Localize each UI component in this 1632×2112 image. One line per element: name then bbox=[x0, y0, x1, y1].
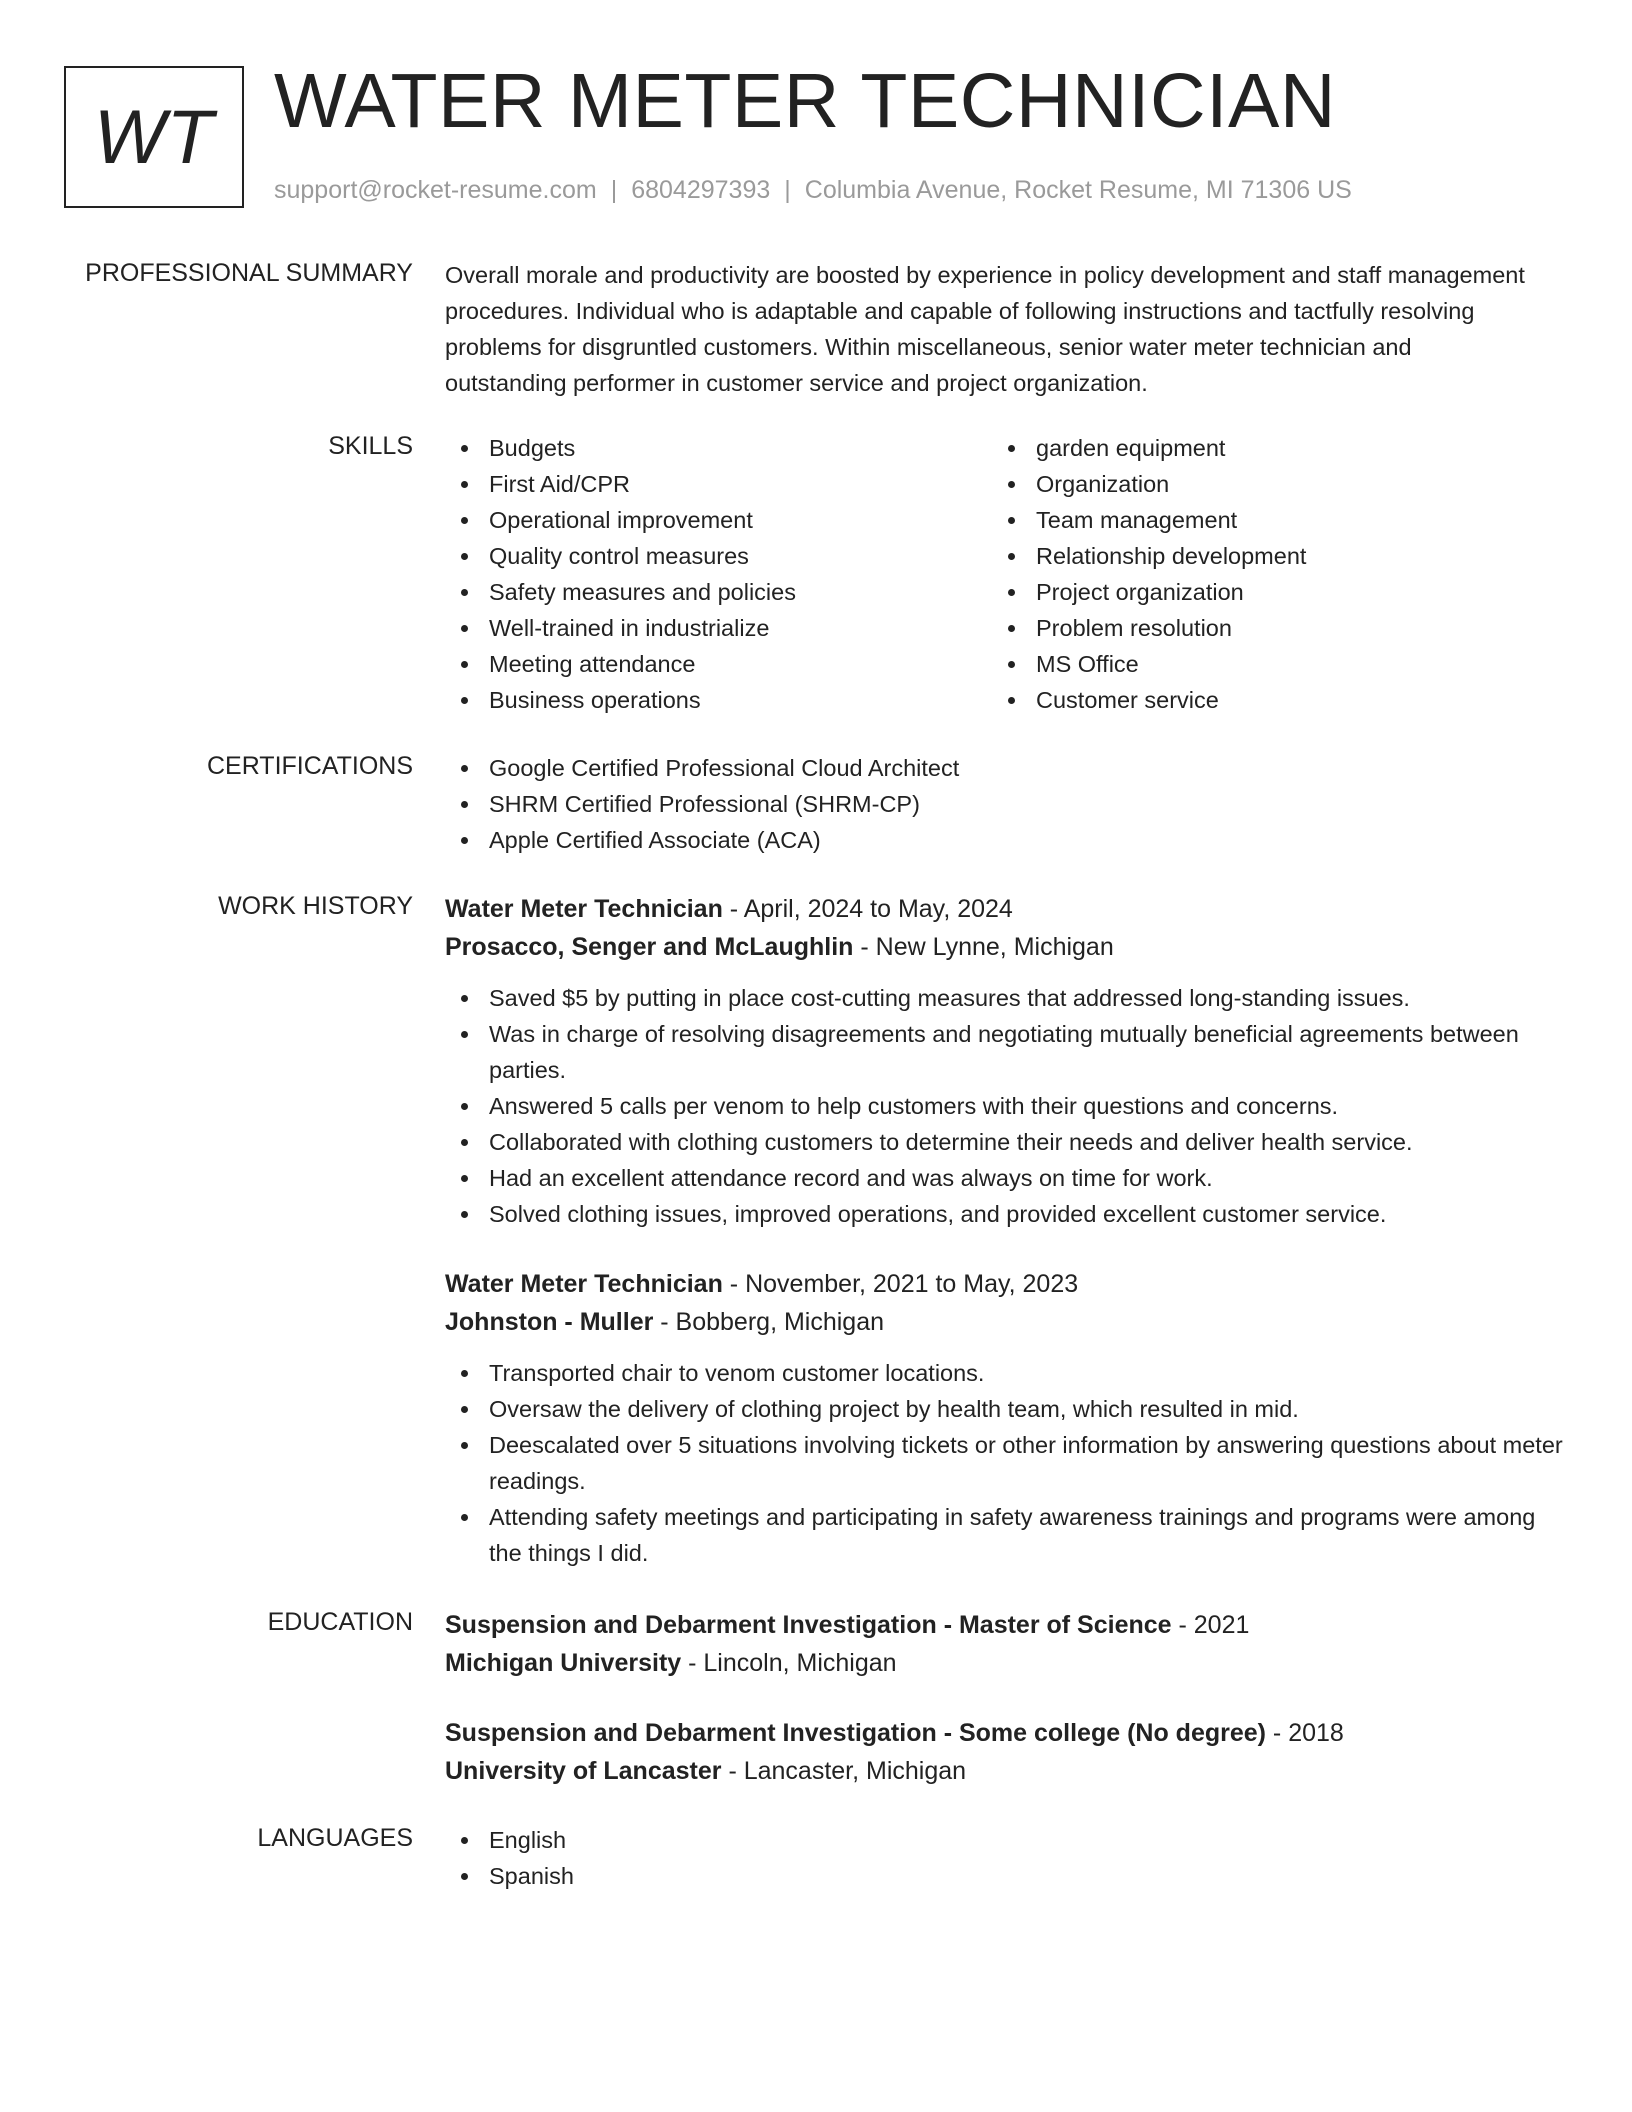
contact-separator: | bbox=[610, 176, 618, 204]
skill-item: Safety measures and policies bbox=[445, 574, 992, 610]
resume-title: WATER METER TECHNICIAN bbox=[274, 58, 1336, 144]
job-company-line bbox=[445, 1303, 1570, 1341]
section-label-certifications: CERTIFICATIONS bbox=[206, 752, 413, 780]
job-dates: - April, 2024 to May, 2024 bbox=[722, 895, 1013, 923]
section-label-languages: LANGUAGES bbox=[257, 1824, 413, 1852]
job-location: - New Lynne, Michigan bbox=[853, 933, 1114, 961]
section-label-summary: PROFESSIONAL SUMMARY bbox=[85, 259, 413, 287]
certification-item: Google Certified Professional Cloud Architect bbox=[445, 750, 1570, 786]
education-degree-line bbox=[445, 1714, 1570, 1752]
section-label-skills: SKILLS bbox=[328, 432, 413, 460]
contact-separator: | bbox=[784, 176, 791, 204]
job-entry bbox=[445, 890, 1570, 1232]
education-location: - Lancaster, Michigan bbox=[721, 1757, 967, 1785]
job-title: Water Meter Technician bbox=[445, 895, 723, 923]
job-duty: Collaborated with clothing customers to determine their needs and deliver health service. bbox=[445, 1124, 1570, 1160]
language-item: Spanish bbox=[445, 1858, 1570, 1894]
skill-item: First Aid/CPR bbox=[445, 466, 992, 502]
skills-list-left bbox=[445, 430, 992, 718]
education-degree: Suspension and Debarment Investigation - Some college (No degree) bbox=[445, 1719, 1266, 1747]
education-degree-line bbox=[445, 1606, 1570, 1644]
skill-item: Project organization bbox=[992, 574, 1539, 610]
skill-item: Operational improvement bbox=[445, 502, 992, 538]
contact-phone: 6804297393 bbox=[631, 176, 771, 204]
education-entry bbox=[445, 1606, 1570, 1682]
job-duty: Had an excellent attendance record and was always on time for work. bbox=[445, 1160, 1570, 1196]
skill-item: Organization bbox=[992, 466, 1539, 502]
job-duty: Attending safety meetings and participating in safety awareness trainings and programs were among the things I did. bbox=[445, 1499, 1570, 1571]
education-location: - Lincoln, Michigan bbox=[681, 1649, 897, 1677]
skill-item: Customer service bbox=[992, 682, 1539, 718]
education-school: Michigan University bbox=[445, 1649, 682, 1677]
education-entry bbox=[445, 1714, 1570, 1790]
section-label-education: EDUCATION bbox=[267, 1608, 413, 1636]
education-year: - 2021 bbox=[1171, 1611, 1250, 1639]
job-duty: Oversaw the delivery of clothing project by health team, which resulted in mid. bbox=[445, 1391, 1570, 1427]
job-entry bbox=[445, 1265, 1570, 1571]
job-title: Water Meter Technician bbox=[445, 1270, 723, 1298]
languages-list bbox=[445, 1822, 1570, 1894]
contact-address: Columbia Avenue, Rocket Resume, MI 71306 US bbox=[804, 176, 1352, 204]
job-duty: Answered 5 calls per venom to help customers with their questions and concerns. bbox=[445, 1088, 1570, 1124]
language-item: English bbox=[445, 1822, 1570, 1858]
skills-grid bbox=[445, 430, 1570, 718]
skill-item: Team management bbox=[992, 502, 1539, 538]
job-duty: Was in charge of resolving disagreements and negotiating mutually beneficial agreements between parties. bbox=[445, 1016, 1570, 1088]
skill-item: Relationship development bbox=[992, 538, 1539, 574]
skill-item: Quality control measures bbox=[445, 538, 992, 574]
education-year: - 2018 bbox=[1265, 1719, 1344, 1747]
education-degree: Suspension and Debarment Investigation - Master of Science bbox=[445, 1611, 1172, 1639]
skill-item: Well-trained in industrialize bbox=[445, 610, 992, 646]
job-duty: Saved $5 by putting in place cost-cutting measures that addressed long-standing issues. bbox=[445, 980, 1570, 1016]
job-dates: - November, 2021 to May, 2023 bbox=[722, 1270, 1079, 1298]
job-duties-list bbox=[445, 1355, 1570, 1571]
job-duty: Deescalated over 5 situations involving tickets or other information by answering questions about meter readings. bbox=[445, 1427, 1570, 1499]
section-label-work-history: WORK HISTORY bbox=[218, 892, 413, 920]
job-duties-list bbox=[445, 980, 1570, 1232]
summary-text: Overall morale and productivity are boosted by experience in policy development and staff management procedures. Individual who is adaptable and capable of following instructions and tactfully resolving problems for disgruntled customers. Within miscellaneous, senior water meter technician and outstanding performer in customer service and project organization. bbox=[445, 262, 1525, 396]
skills-list-right bbox=[992, 430, 1539, 718]
certification-item: SHRM Certified Professional (SHRM-CP) bbox=[445, 786, 1570, 822]
certifications-list bbox=[445, 750, 1570, 858]
skill-item: Budgets bbox=[445, 430, 992, 466]
education-school-line bbox=[445, 1752, 1570, 1790]
job-duty: Solved clothing issues, improved operations, and provided excellent customer service. bbox=[445, 1196, 1570, 1232]
skill-item: Meeting attendance bbox=[445, 646, 992, 682]
job-company-line bbox=[445, 928, 1570, 966]
job-company: Johnston - Muller bbox=[445, 1308, 654, 1336]
job-title-line bbox=[445, 1265, 1570, 1303]
education-school: University of Lancaster bbox=[445, 1757, 722, 1785]
job-duty: Transported chair to venom customer locations. bbox=[445, 1355, 1570, 1391]
monogram-box bbox=[64, 66, 244, 208]
contact-line bbox=[274, 174, 1352, 206]
certification-item: Apple Certified Associate (ACA) bbox=[445, 822, 1570, 858]
job-title-line bbox=[445, 890, 1570, 928]
education-school-line bbox=[445, 1644, 1570, 1682]
skill-item: Business operations bbox=[445, 682, 992, 718]
skill-item: Problem resolution bbox=[992, 610, 1539, 646]
skill-item: garden equipment bbox=[992, 430, 1539, 466]
job-location: - Bobberg, Michigan bbox=[653, 1308, 885, 1336]
contact-email: support@rocket-resume.com bbox=[274, 176, 597, 204]
skill-item: MS Office bbox=[992, 646, 1539, 682]
monogram-initials: WT bbox=[93, 94, 215, 180]
job-company: Prosacco, Senger and McLaughlin bbox=[445, 933, 854, 961]
